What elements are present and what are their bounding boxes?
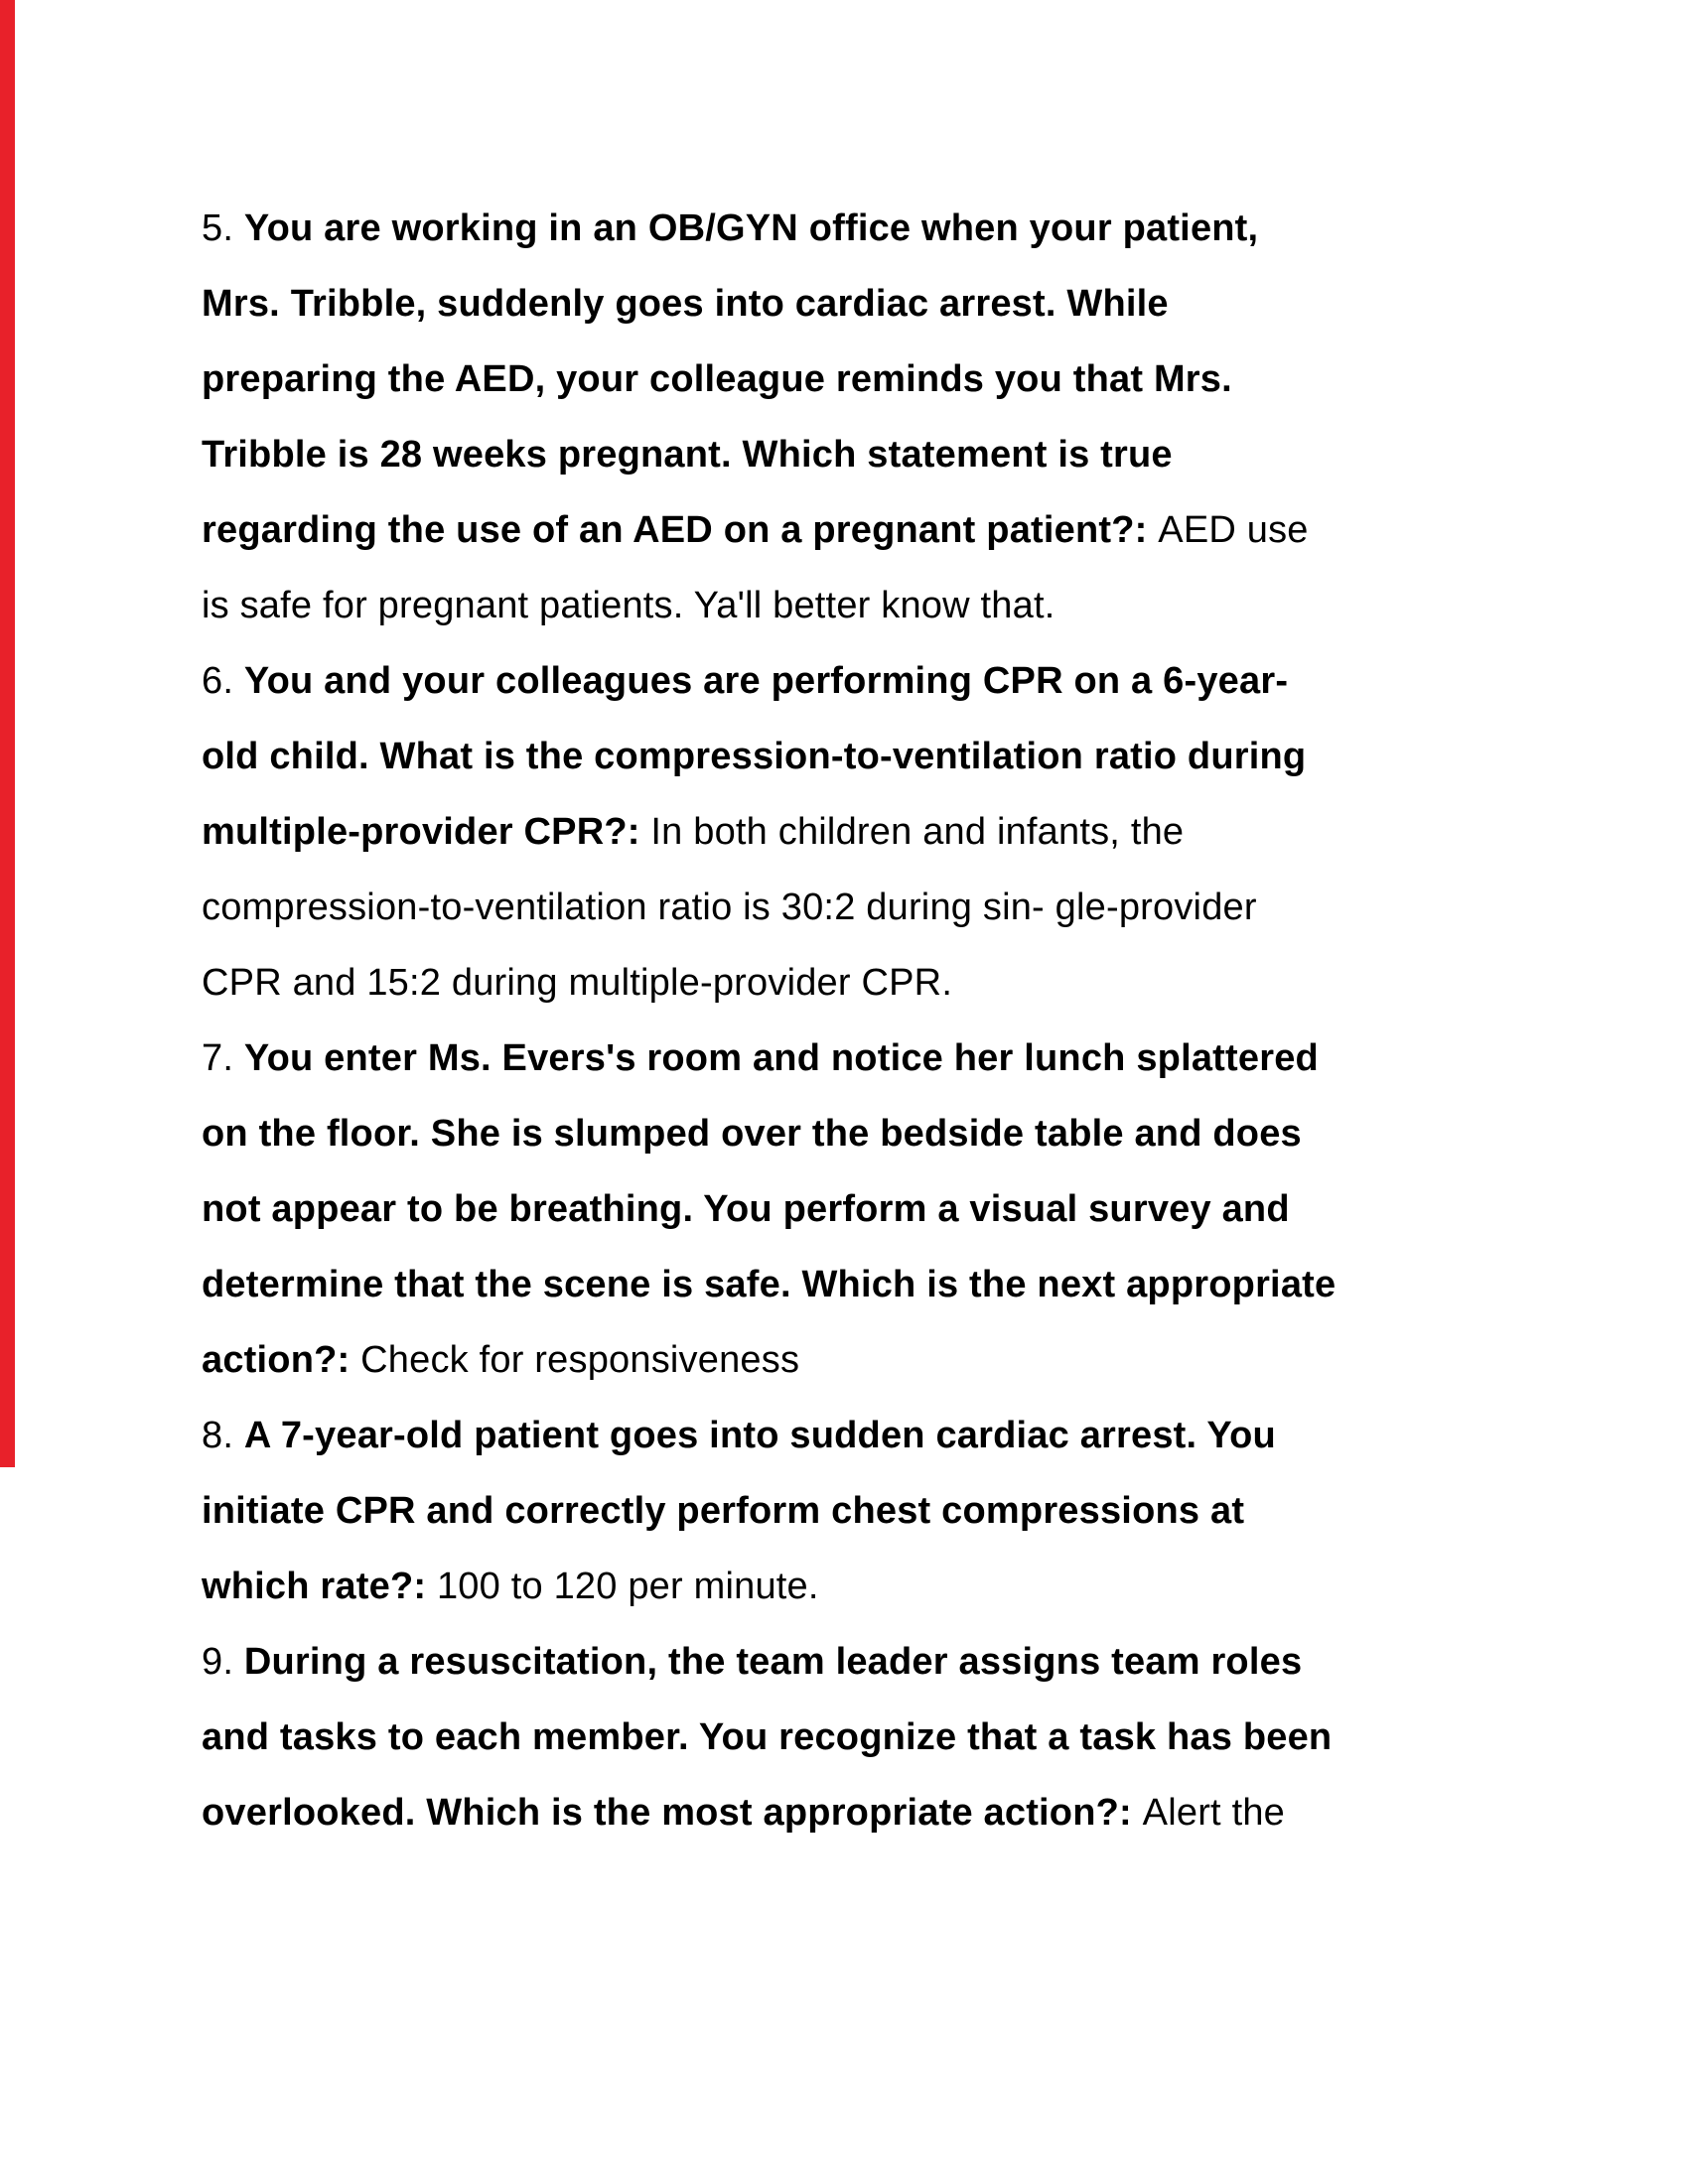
question-5-line <box>202 492 1537 568</box>
answer-text-segment: 7. <box>202 1037 244 1079</box>
question-5-line <box>202 191 1537 266</box>
question-6-line <box>202 643 1537 719</box>
question-5-line <box>202 341 1537 417</box>
question-text-segment: Mrs. Tribble, suddenly goes into cardiac arrest. While <box>202 283 1169 325</box>
question-text-segment: determine that the scene is safe. Which is the next appropriate <box>202 1264 1336 1305</box>
question-5-line <box>202 266 1537 341</box>
question-text-segment: initiate CPR and correctly perform chest compressions at <box>202 1490 1245 1532</box>
question-text-segment: which rate?: <box>202 1566 437 1607</box>
answer-text-segment: 6. <box>202 660 244 702</box>
question-9-line <box>202 1624 1537 1700</box>
question-9-line <box>202 1700 1537 1775</box>
answer-text-segment: Alert the <box>1142 1792 1285 1834</box>
question-text-segment: overlooked. Which is the most appropriate action?: <box>202 1792 1143 1834</box>
answer-text-segment: Check for responsiveness <box>360 1339 800 1381</box>
question-text-segment: old child. What is the compression-to-ventilation ratio during <box>202 736 1307 777</box>
question-6-line <box>202 870 1537 945</box>
answer-text-segment: compression-to-ventilation ratio is 30:2 during sin- gle-provider <box>202 887 1257 928</box>
question-8-line <box>202 1398 1537 1473</box>
question-text-segment: preparing the AED, your colleague reminds you that Mrs. <box>202 358 1232 400</box>
question-9-line <box>202 1775 1537 1850</box>
answer-text-segment: 100 to 120 per minute. <box>436 1566 819 1607</box>
document-text-block <box>202 191 1537 1850</box>
question-text-segment: action?: <box>202 1339 361 1381</box>
question-6-line <box>202 945 1537 1021</box>
question-text-segment: A 7-year-old patient goes into sudden cardiac arrest. You <box>243 1415 1276 1456</box>
question-text-segment: Tribble is 28 weeks pregnant. Which statement is true <box>202 434 1173 476</box>
question-7-line <box>202 1021 1537 1096</box>
answer-text-segment: In both children and infants, the <box>650 811 1185 853</box>
question-text-segment: not appear to be breathing. You perform a visual survey and <box>202 1188 1290 1230</box>
question-7-line <box>202 1096 1537 1171</box>
question-5-line <box>202 568 1537 643</box>
question-text-segment: You and your colleagues are performing CPR on a 6-year- <box>243 660 1289 702</box>
question-7-line <box>202 1322 1537 1398</box>
answer-text-segment: 8. <box>202 1415 244 1456</box>
question-text-segment: and tasks to each member. You recognize that a task has been <box>202 1716 1333 1758</box>
question-7-line <box>202 1171 1537 1247</box>
answer-text-segment: is safe for pregnant patients. Ya'll better know that. <box>202 585 1055 626</box>
question-8-line <box>202 1549 1537 1624</box>
answer-text-segment: 9. <box>202 1641 244 1683</box>
page-edge-red-strip <box>0 0 15 1467</box>
question-text-segment: on the floor. She is slumped over the bedside table and does <box>202 1113 1302 1155</box>
question-6-line <box>202 794 1537 870</box>
answer-text-segment: CPR and 15:2 during multiple-provider CPR. <box>202 962 953 1004</box>
answer-text-segment: AED use <box>1158 509 1309 551</box>
question-8-line <box>202 1473 1537 1549</box>
question-text-segment: During a resuscitation, the team leader assigns team roles <box>243 1641 1303 1683</box>
question-6-line <box>202 719 1537 794</box>
question-5-line <box>202 417 1537 492</box>
question-text-segment: You enter Ms. Evers's room and notice her lunch splattered <box>243 1037 1319 1079</box>
question-text-segment: regarding the use of an AED on a pregnant patient?: <box>202 509 1159 551</box>
question-7-line <box>202 1247 1537 1322</box>
question-text-segment: multiple-provider CPR?: <box>202 811 651 853</box>
question-text-segment: You are working in an OB/GYN office when your patient, <box>243 207 1259 249</box>
answer-text-segment: 5. <box>202 207 244 249</box>
